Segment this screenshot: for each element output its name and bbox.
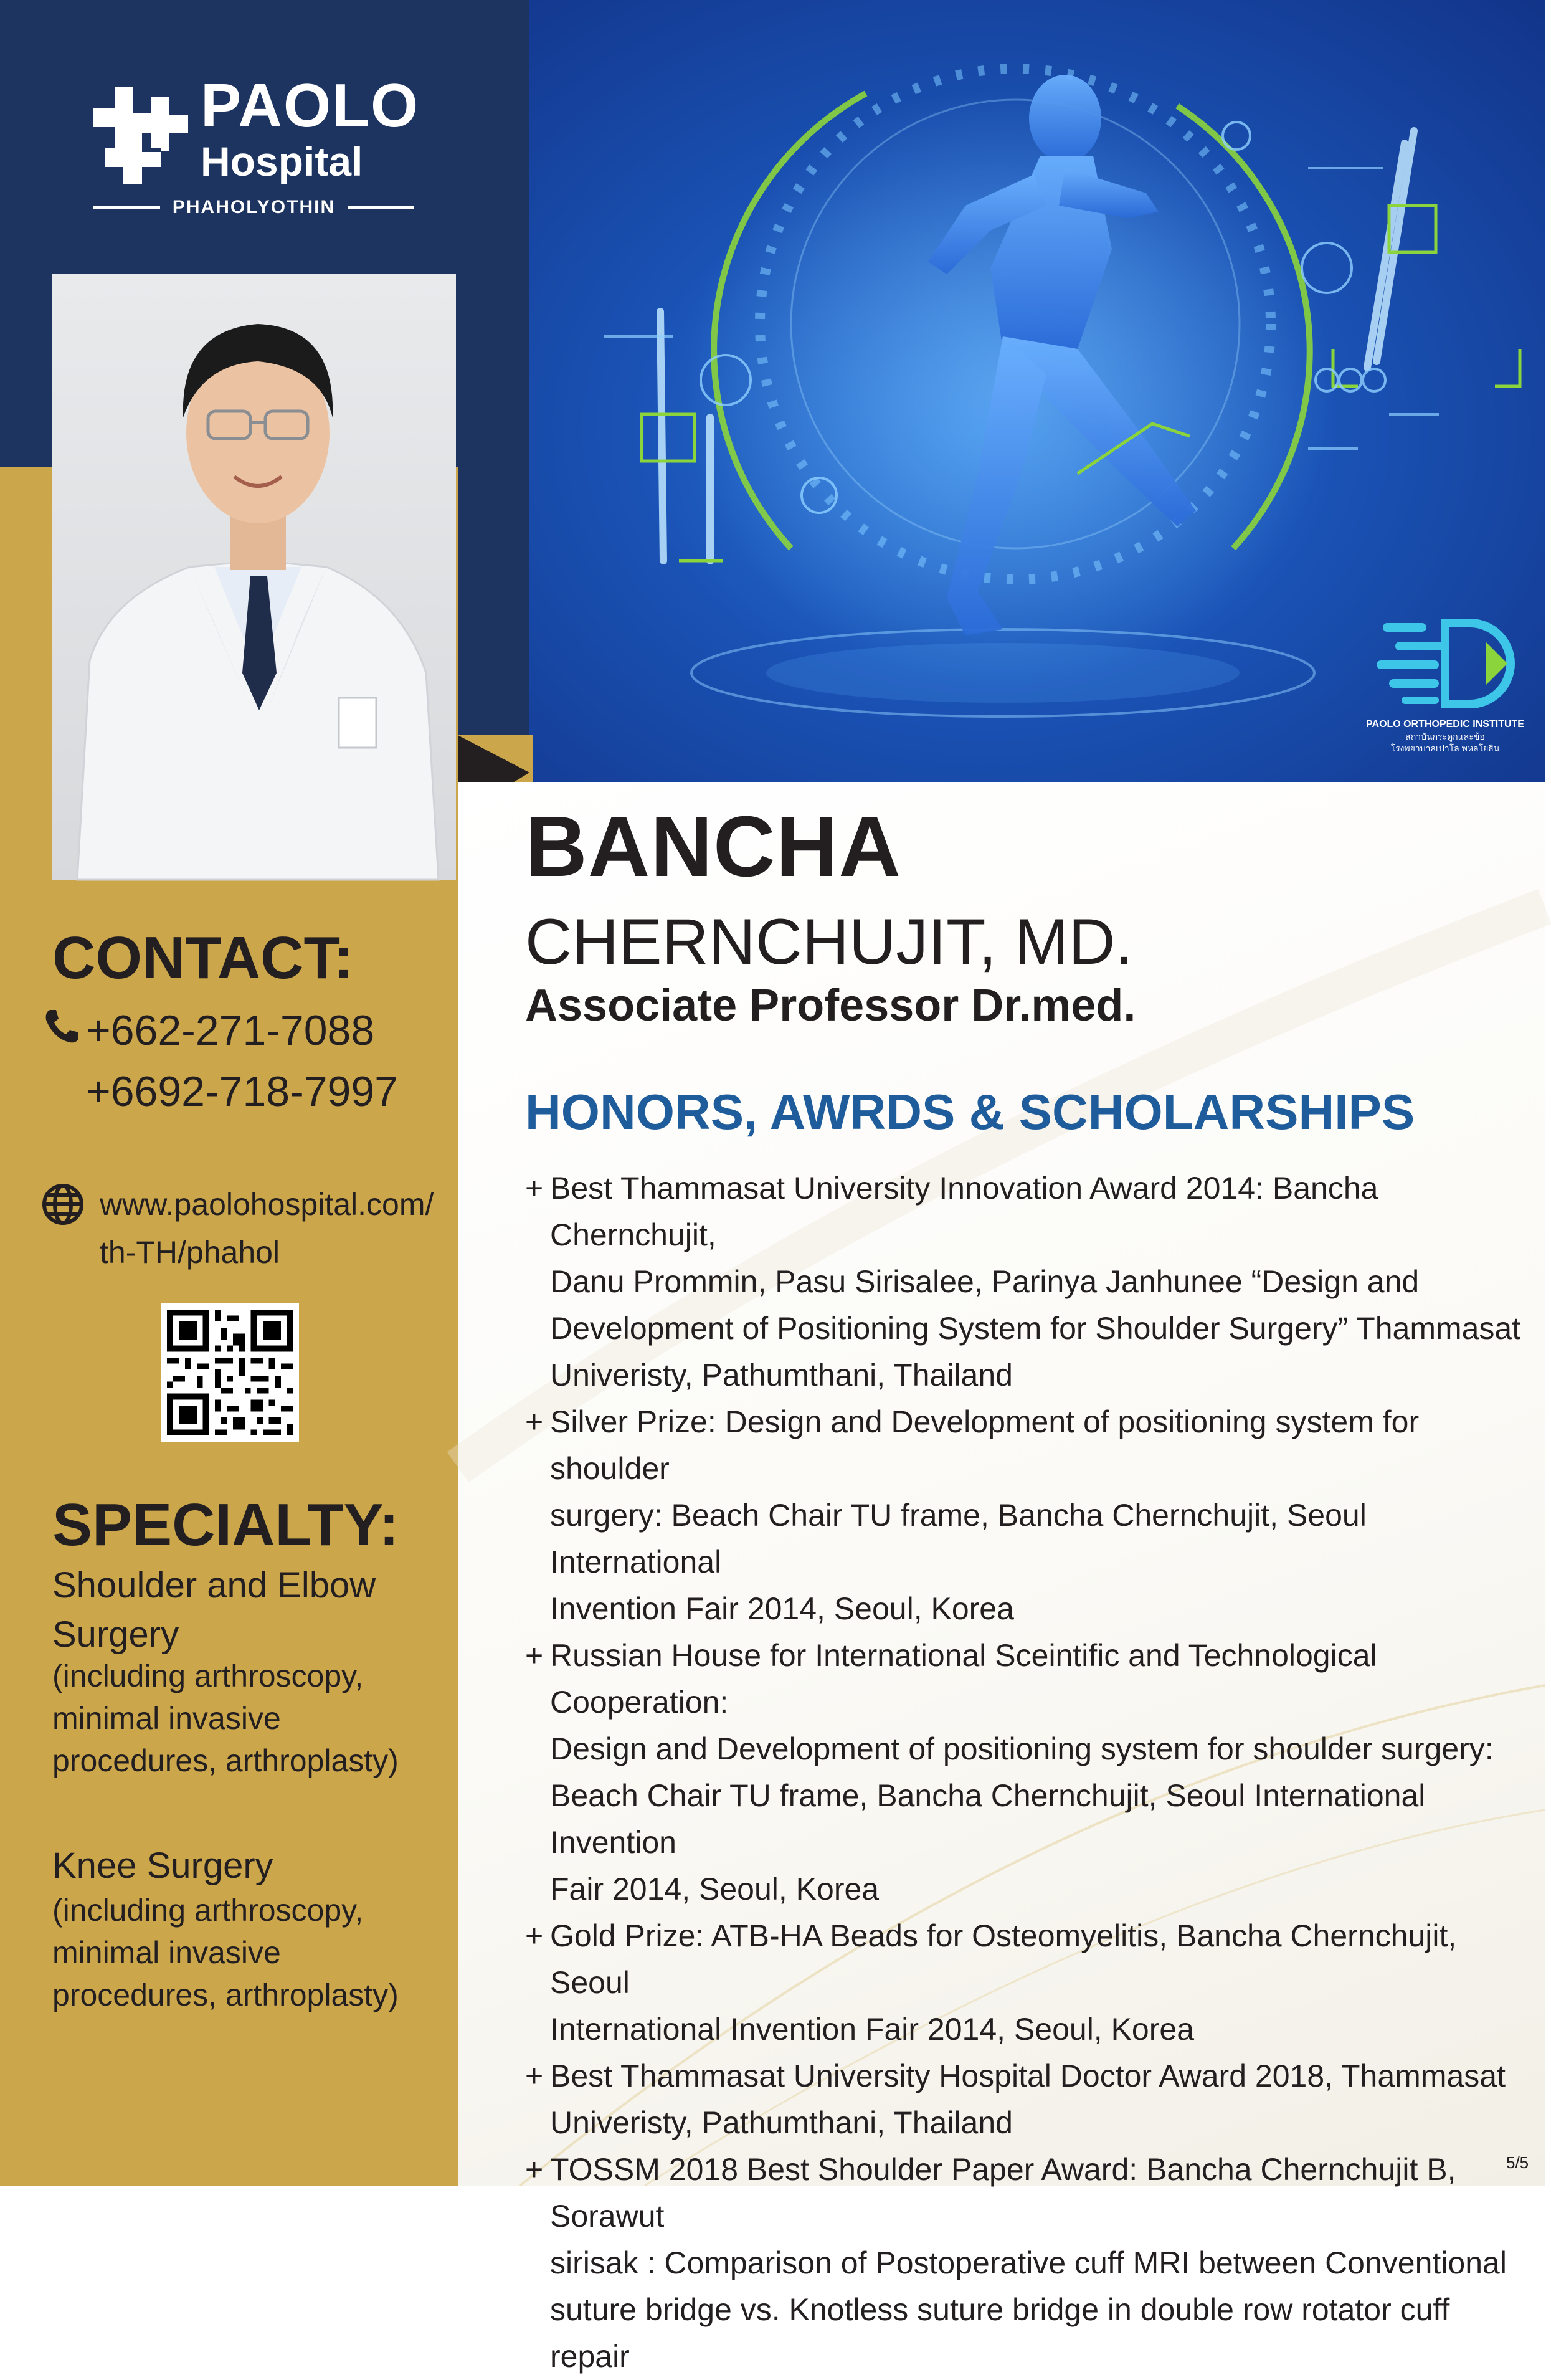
bullet-plus: + <box>525 2059 544 2093</box>
logo-rule-right <box>348 206 414 209</box>
website-link-line-2[interactable]: th-TH/phahol <box>100 1235 280 1270</box>
logo-subtitle: Hospital <box>201 138 363 184</box>
specialty-item-2 <box>52 1842 273 1891</box>
qr-code[interactable] <box>161 1303 299 1442</box>
institute-thai-hospital: โรงพยาบาลเปาโล พหลโยธิน <box>1390 743 1500 753</box>
honor-3-line-1: Russian House for International Sceintific and Technological Cooperation: <box>550 1638 1377 1720</box>
specialty-2-detail-2: minimal invasive <box>52 1935 281 1970</box>
logo-branch-label: PHAHOLYOTHIN <box>172 197 336 217</box>
specialty-item-1-details <box>52 1655 399 1782</box>
honor-2-line-2: surgery: Beach Chair TU frame, Bancha Chernchujit, Seoul International <box>550 1498 1367 1579</box>
specialty-2-detail-1: (including arthroscopy, <box>52 1893 364 1928</box>
institute-thai-name: สถาบันกระดูกและข้อ <box>1405 731 1485 741</box>
phone-number-1[interactable]: +662-271-7088 <box>86 1007 375 1054</box>
cross-logo-icon <box>93 87 191 184</box>
specialty-item-2-details <box>52 1889 399 2016</box>
institute-name: PAOLO ORTHOPEDIC INSTITUTE <box>1366 719 1524 730</box>
qr-code-icon <box>167 1310 293 1435</box>
honor-4-line-2: International Invention Fair 2014, Seoul, Korea <box>550 2012 1195 2047</box>
honors-heading: HONORS, AWRDS & SCHOLARSHIPS <box>525 1084 1415 1140</box>
logo-branch <box>93 197 414 218</box>
honor-3-line-2: Design and Development of positioning system for shoulder surgery: <box>550 1731 1494 1766</box>
specialty-1-detail-2: minimal invasive <box>52 1701 281 1736</box>
doctor-photo <box>52 274 456 880</box>
honors-list <box>525 1165 1528 2380</box>
honor-4-line-1: Gold Prize: ATB-HA Beads for Osteomyelitis, Bancha Chernchujit, Seoul <box>550 1918 1457 2000</box>
honor-3-line-3: Beach Chair TU frame, Bancha Chernchujit, Seoul International Invention <box>550 1778 1426 1860</box>
specialty-1-detail-3: procedures, arthroplasty) <box>52 1743 399 1778</box>
bullet-plus: + <box>525 1171 544 1206</box>
specialty-1-detail-1: (including arthroscopy, <box>52 1659 364 1693</box>
specialty-item-1 <box>52 1561 376 1660</box>
specialty-title: SPECIALTY: <box>52 1492 399 1558</box>
honor-5-line-1: Best Thammasat University Hospital Doctor Award 2018, Thammasat <box>550 2059 1506 2093</box>
specialty-2-detail-3: procedures, arthroplasty) <box>52 1978 399 2012</box>
phone-icon <box>41 1006 81 1046</box>
honor-6-line-1: TOSSM 2018 Best Shoulder Paper Award: Bancha Chernchujit B, Sorawut <box>550 2152 1456 2234</box>
honor-1-line-4: Univeristy, Pathumthani, Thailand <box>550 1358 1013 1392</box>
honor-item-6 <box>525 2146 1528 2380</box>
honor-item-3 <box>525 1632 1528 1913</box>
logo-name: PAOLO <box>201 71 420 140</box>
honor-1-line-1: Best Thammasat University Innovation Award 2014: Bancha Chernchujit, <box>550 1171 1378 1252</box>
hospital-logo <box>93 71 420 224</box>
bullet-plus: + <box>525 1918 544 1953</box>
institute-logo-icon <box>1377 617 1514 710</box>
honor-3-line-4: Fair 2014, Seoul, Korea <box>550 1872 880 1906</box>
honor-item-2 <box>525 1399 1528 1632</box>
doctor-last-name: CHERNCHUJIT, MD. <box>525 906 1134 978</box>
doctor-first-name: BANCHA <box>525 799 901 895</box>
honor-2-line-3: Invention Fair 2014, Seoul, Korea <box>550 1591 1014 1626</box>
honor-6-line-3: suture bridge vs. Knotless suture bridge in double row rotator cuff repair <box>550 2292 1450 2374</box>
specialty-1-line-2: Surgery <box>52 1614 179 1655</box>
bullet-plus: + <box>525 2152 544 2187</box>
doctor-portrait-image <box>52 274 456 880</box>
bullet-plus: + <box>525 1404 544 1439</box>
globe-icon <box>41 1183 85 1226</box>
bullet-plus: + <box>525 1638 544 1673</box>
honor-5-line-2: Univeristy, Pathumthani, Thailand <box>550 2105 1013 2140</box>
honor-2-line-1: Silver Prize: Design and Development of positioning system for shoulder <box>550 1404 1420 1486</box>
doctor-title: Associate Professor Dr.med. <box>525 981 1136 1031</box>
specialty-1-line-1: Shoulder and Elbow <box>52 1565 376 1606</box>
honor-item-4 <box>525 1913 1528 2053</box>
website-link-line-1[interactable]: www.paolohospital.com/ <box>100 1187 434 1222</box>
page-number: 5/5 <box>1506 2153 1529 2172</box>
honor-6-line-2: sirisak : Comparison of Postoperative cuff MRI between Conventional <box>550 2245 1507 2280</box>
contact-title: CONTACT: <box>52 925 354 991</box>
honor-1-line-2: Danu Prommin, Pasu Sirisalee, Parinya Janhunee “Design and <box>550 1264 1420 1299</box>
phone-number-2[interactable]: +6692-718-7997 <box>86 1068 399 1115</box>
honor-item-5 <box>525 2053 1528 2146</box>
specialty-2-line-1: Knee Surgery <box>52 1845 273 1886</box>
logo-rule-left <box>93 206 160 209</box>
honor-item-1 <box>525 1165 1528 1399</box>
honor-1-line-3: Development of Positioning System for Shoulder Surgery” Thammasat <box>550 1311 1521 1346</box>
